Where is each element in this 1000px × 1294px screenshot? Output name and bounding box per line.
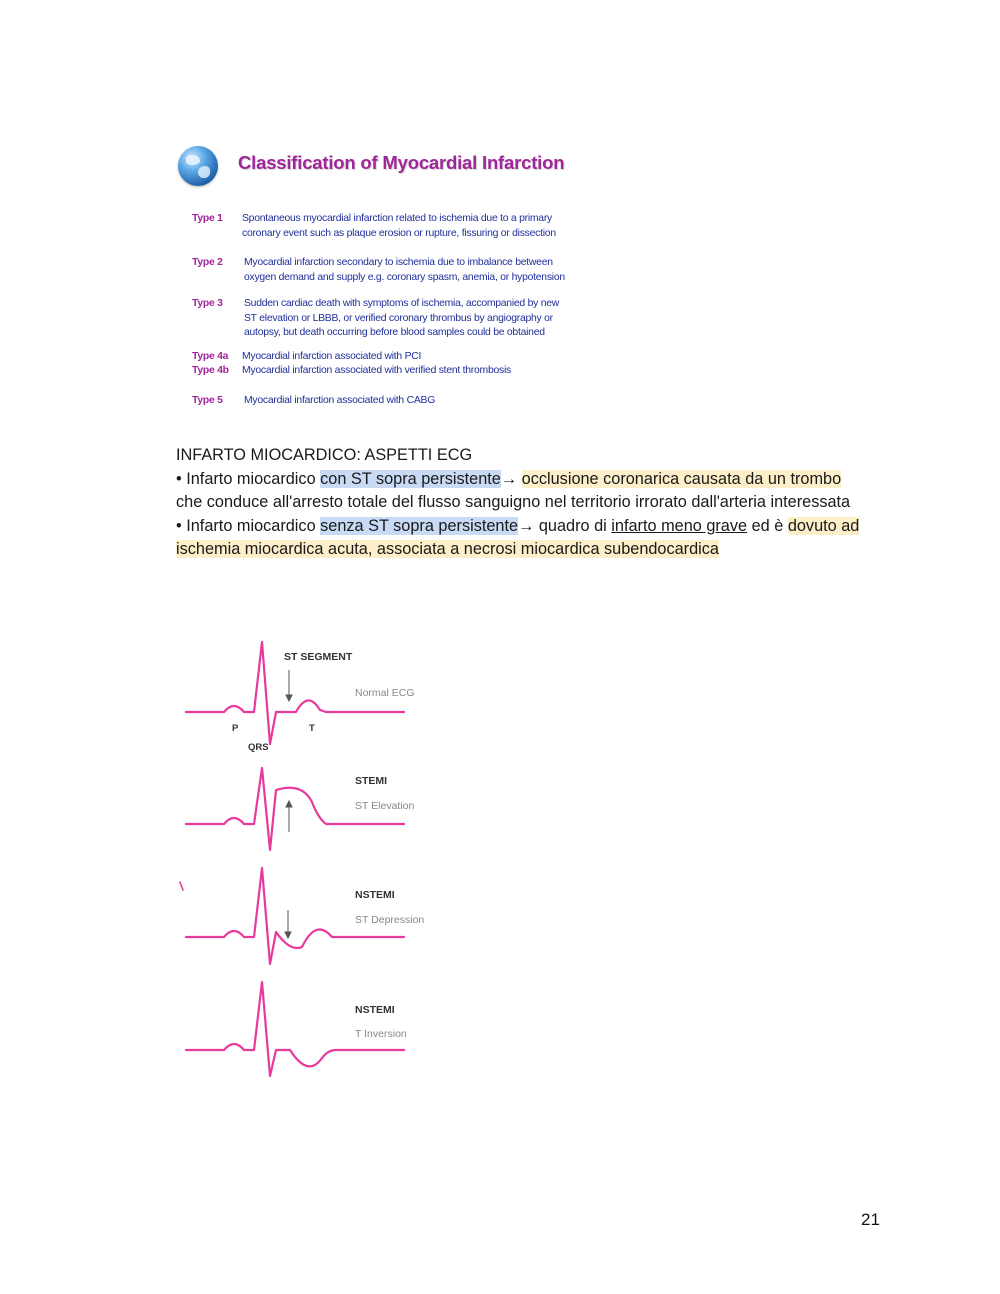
type-list: [192, 212, 612, 408]
bullet-stemi: [176, 468, 866, 515]
type-label: Type 1: [192, 213, 223, 224]
ecg-figure: [176, 632, 456, 1092]
label-nstemi-1: NSTEMI: [355, 889, 395, 901]
bullet-prefix: • Infarto miocardico: [176, 469, 321, 488]
page-number: 21: [861, 1210, 880, 1229]
type-item: [192, 212, 612, 241]
type-label: Type 4b: [192, 365, 229, 376]
label-normal-ecg: Normal ECG: [355, 687, 415, 699]
underlined-text: infarto meno grave: [611, 516, 748, 535]
type-item: [192, 350, 612, 365]
label-qrs: QRS: [248, 742, 269, 753]
label-st-segment: ST SEGMENT: [284, 651, 353, 663]
label-t: T: [309, 723, 315, 734]
bullet-nstemi: [176, 515, 866, 562]
label-st-depression: ST Depression: [355, 914, 425, 926]
label-stemi: STEMI: [355, 775, 388, 787]
bullet-mid: ed è: [747, 516, 788, 535]
label-st-elevation: ST Elevation: [355, 800, 415, 812]
highlight-yellow: occlusione coronarica causata da un trombo: [521, 469, 842, 488]
highlight-blue: senza ST sopra persistente: [320, 516, 519, 535]
type-item: [192, 297, 612, 341]
classification-slide: [175, 140, 615, 420]
type-item: [192, 394, 612, 409]
ecg-diagram: [176, 632, 456, 1092]
type-item: [192, 256, 612, 285]
bullet-rest: che conduce all'arresto totale del flusso sanguigno nel territorio irrorato dall'arteria interessata: [176, 493, 851, 512]
stray-mark: [180, 882, 183, 890]
type-label: Type 5: [192, 394, 223, 406]
type-description: Myocardial infarction secondary to ischemia due to imbalance between oxygen demand and supply e.g. coronary spasm, anemia, or hypotension: [244, 257, 565, 283]
arrow-text: → quadro di: [518, 516, 612, 535]
label-p: P: [232, 723, 239, 734]
body-text: [176, 444, 866, 562]
highlight-blue: con ST sopra persistente: [320, 469, 501, 488]
label-t-inversion: T Inversion: [355, 1028, 407, 1040]
type-description: Myocardial infarction associated with CABG: [244, 394, 436, 406]
section-heading: INFARTO MIOCARDICO: ASPETTI ECG: [176, 446, 473, 464]
st-arrow-down-head: [286, 695, 292, 701]
highlight-yellow: dovuto ad ischemia miocardica acuta, associata a necrosi miocardica subendocardica: [176, 516, 860, 559]
slide-title: Classification of Myocardial Infarction: [238, 152, 565, 173]
type-description: Myocardial infarction associated with PCI: [242, 350, 422, 362]
type-description: Sudden cardiac death with symptoms of ischemia, accompanied by new ST elevation or LBBB, or verified coronary thrombus by angiography or autopsy, but death occurring before blood samples could be obtained: [244, 298, 560, 338]
st-arrow-up-head: [286, 801, 292, 807]
arrow-text: →: [500, 469, 522, 488]
type-label: Type 4a: [192, 350, 229, 362]
type-description: Myocardial infarction associated with verified stent thrombosis: [242, 365, 511, 376]
label-nstemi-2: NSTEMI: [355, 1004, 395, 1016]
type-label: Type 3: [192, 298, 223, 309]
bullet-prefix: • Infarto miocardico: [176, 516, 321, 535]
globe-icon: [178, 146, 218, 186]
st-arrow-down-2-head: [285, 932, 291, 938]
type-item: [192, 364, 612, 379]
type-label: Type 2: [192, 257, 223, 268]
type-description: Spontaneous myocardial infarction related to ischemia due to a primary coronary event such as plaque erosion or rupture, fissuring or dissection: [242, 213, 556, 239]
